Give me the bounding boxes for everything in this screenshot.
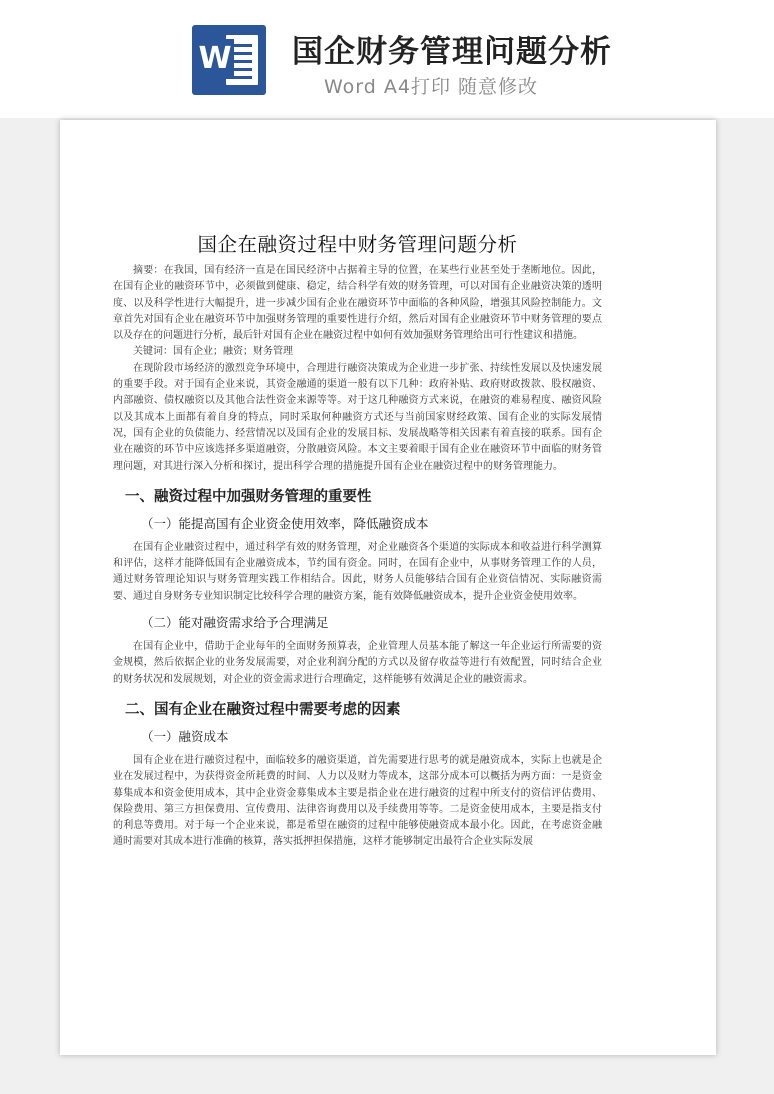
word-logo-icon xyxy=(192,25,266,95)
abstract-paragraph: 摘要：在我国，国有经济一直是在国民经济中占据着主导的位置，在某些行业甚至处于垄断地位。因此，在国有企业的融资环节中，必须做到健康、稳定，结合科学有效的财务管理，可以对国有企业融资决策的透明度、以及科学性进行大幅提升，进一步减少国有企业在融资环节中面临的各种风险，增强其风险控制能力。文章首先对国有企业在融资环节中加强财务管理的重要性进行介绍，然后对国有企业融资环节中财务管理的要点以及存在的问题进行分析，最后针对国有企业在融资过程中如何有效加强财务管理给出可行性建议和措施。 xyxy=(113,265,602,342)
header-banner xyxy=(0,0,774,118)
body-paragraph-1: 在国有企业融资过程中，通过科学有效的财务管理，对企业融资各个渠道的实际成本和收益进行科学测算和评估，这样才能降低国有企业融资成本，节约国有资金。同时，在国有企业中，从事财务管理工作的人员，通过财务管理论知识与财务管理实践工作相结合。因此，财务人员能够结合国有企业资信情况、实际融资需要、通过自身财务专业知识制定比较科学合理的融资方案，能有效降低融资成本，提升企业资金使用效率。 xyxy=(113,541,602,602)
banner-subtitle: Word A4打印 随意修改 xyxy=(324,76,539,98)
text-line xyxy=(232,52,252,55)
document-title: 国企在融资过程中财务管理问题分析 xyxy=(197,233,518,256)
word-letter: W xyxy=(196,39,234,79)
section-heading-1: 一、融资过程中加强财务管理的重要性 xyxy=(125,488,372,505)
section-heading-2: 二、国有企业在融资过程中需要考虑的因素 xyxy=(125,701,401,718)
text-line xyxy=(232,60,252,63)
text-line xyxy=(232,44,252,47)
text-line xyxy=(232,76,252,79)
subsection-heading-3: （一）融资成本 xyxy=(141,728,229,744)
keywords-line: 关键词：国有企业；融资；财务管理 xyxy=(133,346,293,358)
body-paragraph-3: 国有企业在进行融资过程中，面临较多的融资渠道，首先需要进行思考的就是融资成本，实际上也就是企业在发展过程中，为获得资金所耗费的时间、人力以及财力等成本，这部分成本可以概括为两方面：一是资金募集成本和资金使用成本，其中企业资金募集成本主要是指企业在进行融资的过程中所支付的资信评估费用、保险费用、第三方担保费用、宣传费用、法律咨询费用以及手续费用等等。二是资金使用成本，主要是指支付的利息等费用。对于每一个企业来说，都是希望在融资的过程中能够使融资成本最小化。因此，在考虑资金融通时需要对其成本进行准确的核算，落实抵押担保措施，这样才能够制定出最符合企业实际发展 xyxy=(113,754,602,848)
document-content xyxy=(113,229,602,851)
subsection-heading-2: （二）能对融资需求给予合理满足 xyxy=(141,615,329,631)
intro-paragraph: 在现阶段市场经济的激烈竞争环境中，合理进行融资决策成为企业进一步扩张、持续性发展以及快速发展的重要手段。对于国有企业来说，其资金融通的渠道一般有以下几种：政府补贴、政府财政拨款、股权融资、内部融资、债权融资以及其他合法性资金来源等等。对于这几种融资方式来说，在融资的难易程度、融资风险以及其成本上面都有着自身的特点，同时采取何种融资方式还与当前国家财经政策、国有企业的实际发展情况，国有企业的负债能力、经营情况以及国有企业的发展目标、发展战略等相关因素有着直接的联系。国有企业在融资的环节中应该选择多渠道融资，分散融资风险。本文主要着眼于国有企业在融资环节中面临的财务管理问题，对其进行深入分析和探讨，提出科学合理的措施提升国有企业在融资过程中的财务管理能力。 xyxy=(113,362,602,472)
body-paragraph-2: 在国有企业中，借助于企业每年的全面财务预算表，企业管理人员基本能了解这一年企业运行所需要的资金规模，然后依据企业的业务发展需要，对企业利润分配的方式以及留存收益等进行有效配置，同时结合企业的财务状况和发展规划，对企业的资金需求进行合理确定，这样能够有效满足企业的融资需求。 xyxy=(113,641,602,685)
banner-title: 国企财务管理问题分析 xyxy=(292,34,612,70)
subsection-heading-1: （一）能提高国有企业资金使用效率，降低融资成本 xyxy=(141,515,429,531)
text-line xyxy=(232,68,252,71)
